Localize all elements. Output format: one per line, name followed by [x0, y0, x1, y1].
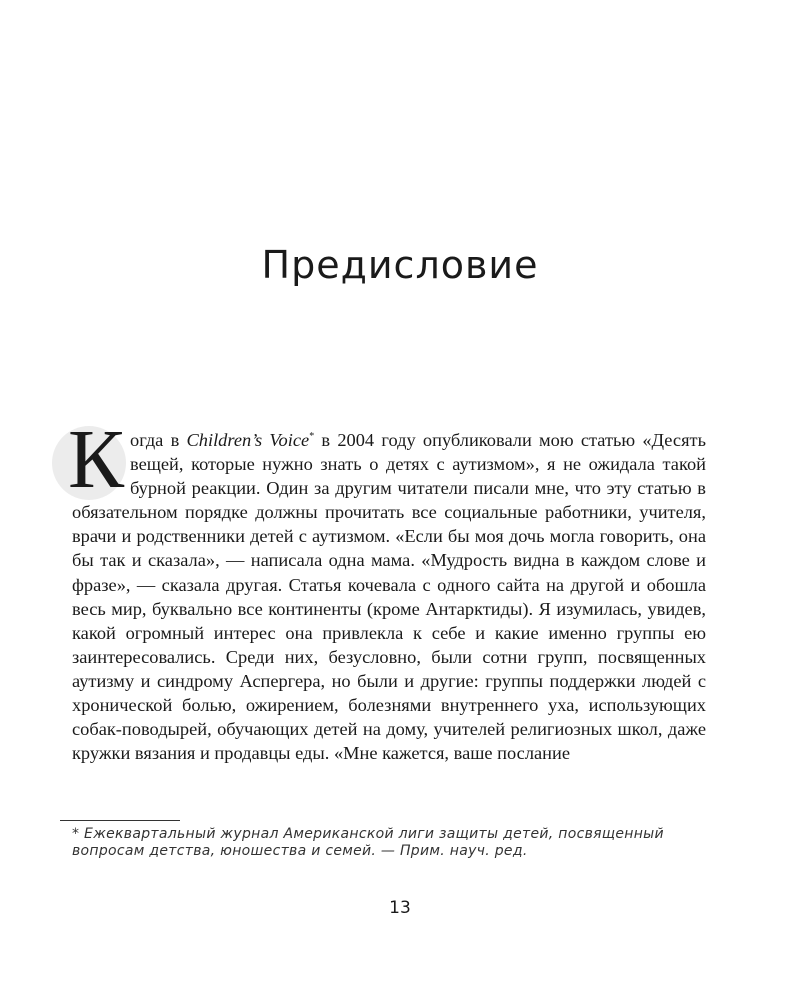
body-paragraph [68, 413, 706, 765]
page-title: Предисловие [261, 243, 539, 287]
footnote-divider [60, 820, 180, 821]
drop-cap [68, 413, 128, 506]
lead-text: огда в [130, 430, 187, 450]
footnote-marker: * [309, 430, 315, 442]
journal-title: Children’s Voice [186, 430, 310, 450]
footnote: * Ежеквартальный журнал Американской лиги защиты детей, посвященный вопросам детства, юношества и семей. — Прим. науч. ред. [72, 826, 664, 859]
body-text: в 2004 году опубликовали мою статью «Десять вещей, которые нужно знать о детях с аутизмом», я не ожидала такой бурной реакции. Один за другим читатели писали мне, что эту статью в обязательном порядке должны прочитать все социальные работники, учителя, врачи и родственники детей с аутизмом. «Если бы моя дочь могла говорить, она бы так и сказала», — написала одна мама. «Мудрость видна в каждом слове и фразе», — сказала другая. Статья кочевала с одного сайта на другой и обошла весь мир, буквально все континенты (кроме Антарктиды). Я изумилась, увидев, какой огромный интерес она привлекла к себе и какие именно группы ею заинтересовались. Среди них, безусловно, были сотни групп, посвященных аутизму и синдрому Аспергера, но были и другие: группы поддержки людей с хронической болью, ожирением, болезнями внутреннего уха, использующих собак-поводырей, обучающих детей на дому, учителей религиозных школ, даже кружки вязания и продавцы еды. «Мне кажется, ваше послание [72, 430, 706, 764]
page-number: 13 [389, 898, 411, 918]
drop-cap-letter: К [68, 413, 125, 506]
